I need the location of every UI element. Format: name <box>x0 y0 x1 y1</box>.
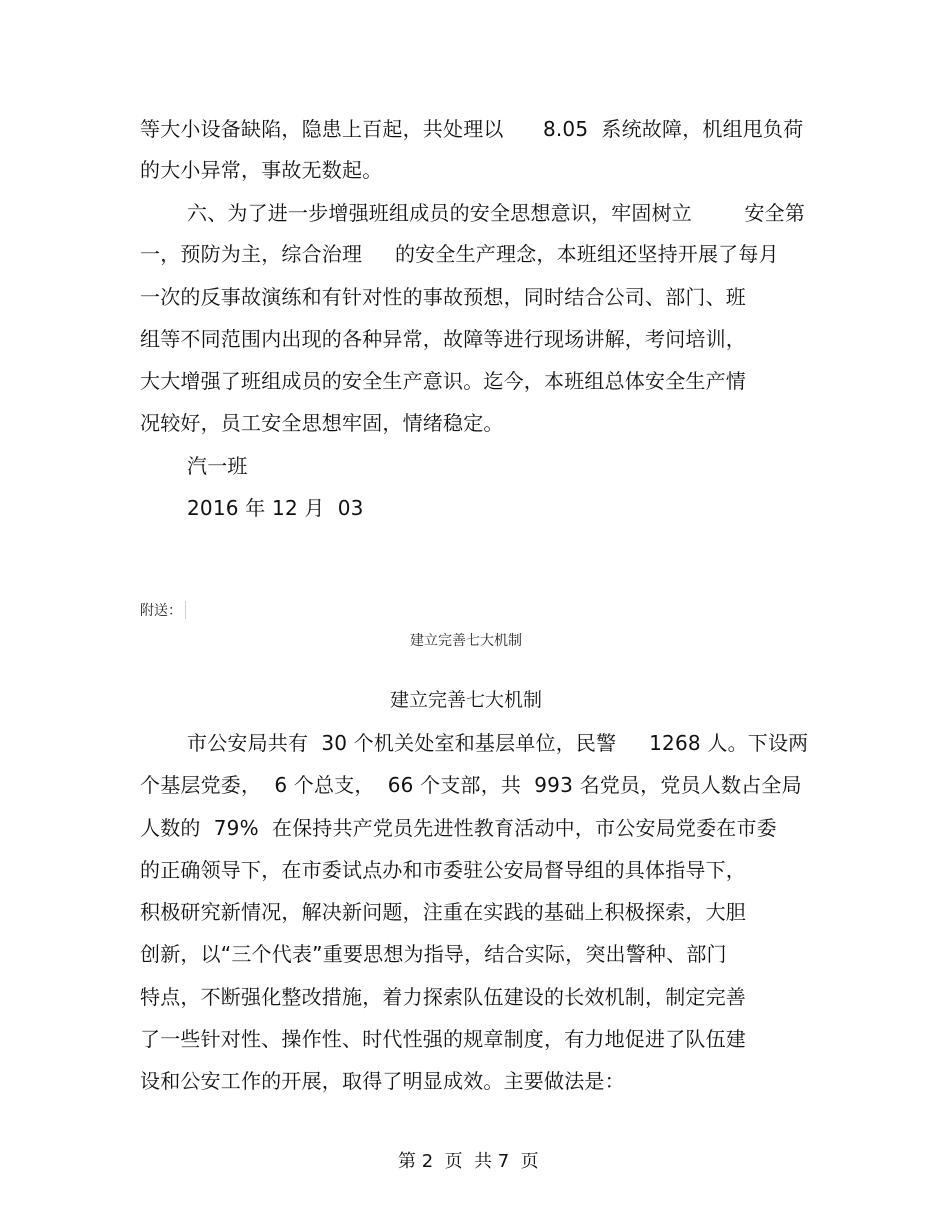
article-line-4: 的正确领导下，在市委试点办和市委驻公安局督导组的具体指导下， <box>140 858 746 882</box>
article-line-2: 个基层党委， 6 个总支， 66 个支部，共 993 名党员，党员人数占全局 <box>140 773 802 797</box>
body-line-2: 的大小异常，事故无数起。 <box>140 158 383 182</box>
page-footer: 第 2 页 共 7 页 <box>398 1151 539 1172</box>
article-line-1: 市公安局共有 30 个机关处室和基层单位，民警 1268 人。下设两 <box>187 731 809 755</box>
document-title: 建立完善七大机制 <box>390 689 543 711</box>
body-line-3: 六、为了进一步增强班组成员的安全思想意识，牢固树立 安全第 <box>187 201 806 225</box>
attachment-label: 附送： <box>140 603 182 619</box>
article-line-3: 人数的 79% 在保持共产党员先进性教育活动中，市公安局党委在市委 <box>140 816 777 840</box>
body-line-4: 一，预防为主，综合治理 的安全生产理念，本班组还坚持开展了每月 <box>140 242 779 266</box>
attachment-small-title: 建立完善七大机制 <box>410 633 522 649</box>
body-line-5: 一次的反事故演练和有针对性的事故预想，同时结合公司、部门、班 <box>140 285 746 309</box>
article-line-5: 积极研究新情况，解决新问题，注重在实践的基础上积极探索，大胆 <box>140 900 746 924</box>
signature-date: 2016 年 12 月 03 <box>187 496 364 520</box>
article-line-7: 特点，不断强化整改措施，着力探索队伍建设的长效机制，制定完善 <box>140 985 746 1009</box>
body-line-6: 组等不同范围内出现的各种异常，故障等进行现场讲解，考问培训， <box>140 327 746 351</box>
attachment-divider <box>185 601 186 619</box>
article-line-6: 创新，以“三个代表”重要思想为指导，结合实际，突出警种、部门 <box>140 942 727 966</box>
article-line-9: 设和公安工作的开展，取得了明显成效。主要做法是： <box>140 1069 625 1093</box>
body-line-8: 况较好，员工安全思想牢固，情绪稳定。 <box>140 411 504 435</box>
body-line-1: 等大小设备缺陷，隐患上百起，共处理以 8.05 系统故障，机组甩负荷 <box>140 117 804 141</box>
body-line-7: 大大增强了班组成员的安全生产意识。迄今，本班组总体安全生产情 <box>140 369 746 393</box>
article-line-8: 了一些针对性、操作性、时代性强的规章制度，有力地促进了队伍建 <box>140 1027 746 1051</box>
signature-team: 汽一班 <box>187 454 248 478</box>
